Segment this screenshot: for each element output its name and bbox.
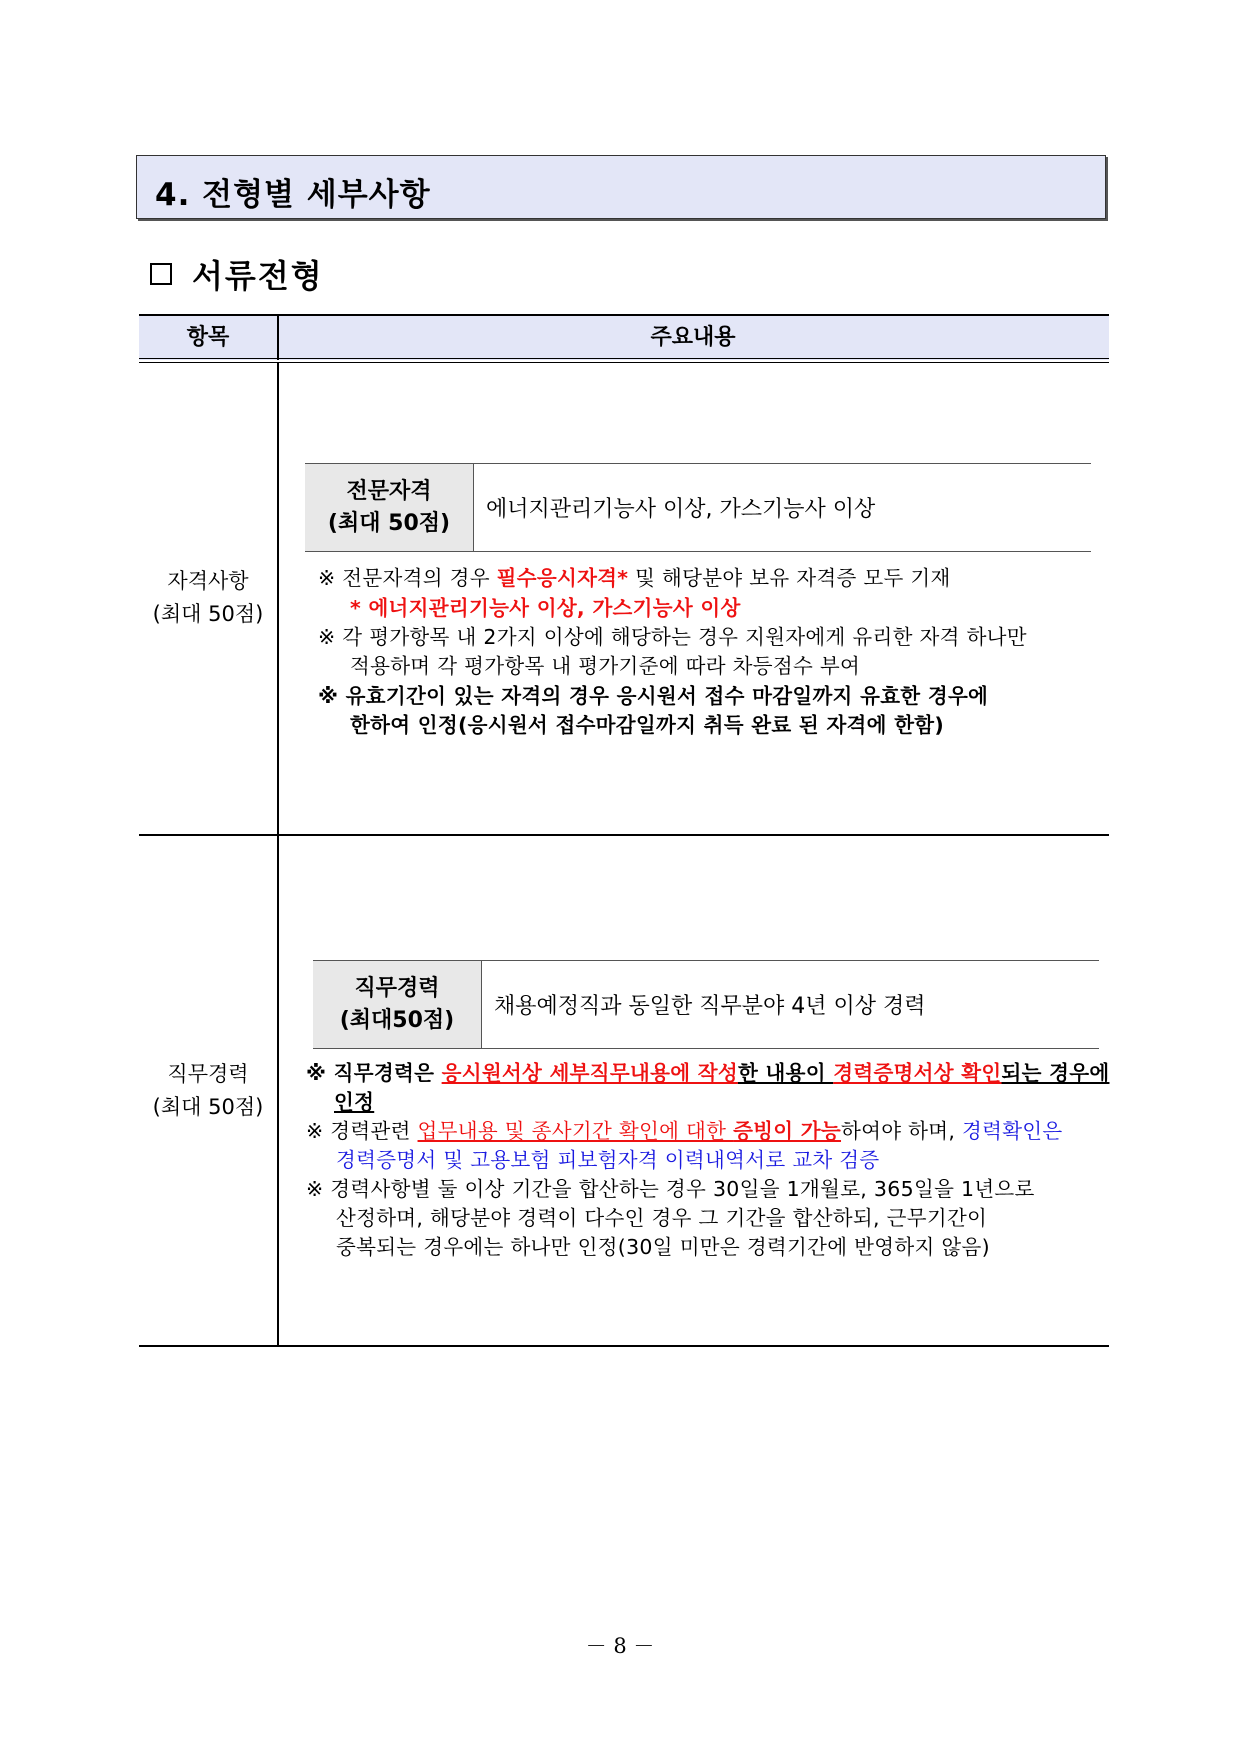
inner-value: 채용예정직과 동일한 직무분야 4년 이상 경력 (494, 994, 926, 1019)
note-line: 산정하며, 해당분야 경력이 다수인 경우 그 기간을 합산하되, 근무기간이 (336, 1206, 988, 1230)
subsection-heading (150, 252, 324, 296)
note-text: ※ 전문자격의 경우 (318, 566, 497, 590)
note-text: 한 내용이 (737, 1061, 834, 1085)
note-text: 및 해당분야 보유 자격증 모두 기재 (628, 566, 951, 590)
note-highlight: 필수응시자격* (496, 566, 629, 590)
category-score: (최대 50점) (152, 602, 264, 626)
note-line (318, 564, 951, 593)
inner-value: 에너지관리기능사 이상, 가스기능사 이상 (486, 497, 876, 522)
category-label: 자격사항 (167, 569, 249, 593)
inner-label (305, 464, 474, 551)
table-bottom-rule (139, 1345, 1109, 1347)
note-line: ※ 경력사항별 둘 이상 기간을 합산하는 경우 30일을 1개월로, 365일을 1년으로 (306, 1177, 1035, 1201)
note-text: 되는 경우에 (1001, 1061, 1110, 1085)
note-text: ※ 직무경력은 (306, 1061, 442, 1085)
note-line: 경력증명서 및 고용보험 피보험자격 이력내역서로 교차 검증 (336, 1148, 880, 1172)
table-header (139, 314, 1109, 360)
row-divider (139, 834, 1109, 836)
header-double-rule (139, 358, 1109, 363)
inner-label-title: 직무경력 (354, 975, 440, 1001)
subsection-title: 서류전형 (192, 257, 324, 295)
header-content: 주요내용 (650, 325, 736, 350)
note-line: 적용하며 각 평가항목 내 평가기준에 따라 차등점수 부여 (350, 654, 861, 678)
category-label: 직무경력 (167, 1062, 249, 1086)
experience-inner-table (313, 960, 1099, 1049)
checkbox-icon (150, 263, 172, 285)
column-divider (277, 363, 279, 1345)
category-experience (139, 1058, 277, 1124)
note-line (306, 1059, 1109, 1088)
note-line: * 에너지관리기능사 이상, 가스기능사 이상 (350, 596, 741, 620)
note-highlight: 증빙이 가능 (733, 1119, 842, 1143)
note-highlight: 경력확인은 (961, 1119, 1063, 1143)
note-text: ※ 경력관련 (306, 1119, 418, 1143)
note-line: 한하여 인정(응시원서 접수마감일까지 취득 완료 된 자격에 한함) (350, 713, 945, 737)
inner-label (313, 961, 482, 1048)
qualification-inner-table (305, 463, 1091, 552)
category-qualification (139, 565, 277, 631)
section-title: 4. 전형별 세부사항 (155, 177, 431, 213)
note-highlight: 업무내용 및 종사기간 확인에 대한 (417, 1119, 734, 1143)
header-divider (277, 314, 279, 360)
note-line (306, 1117, 1063, 1146)
section-title-box (136, 155, 1106, 219)
note-line: 인정 (334, 1090, 375, 1114)
note-line: ※ 유효기간이 있는 자격의 경우 응시원서 접수 마감일까지 유효한 경우에 (318, 684, 989, 708)
note-highlight: 경력증명서상 확인 (833, 1061, 1002, 1085)
note-line: 중복되는 경우에는 하나만 인정(30일 미만은 경력기간에 반영하지 않음) (336, 1235, 990, 1259)
note-text: 하여야 하며, (841, 1119, 962, 1143)
note-line: ※ 각 평가항목 내 2가지 이상에 해당하는 경우 지원자에게 유리한 자격 하나만 (318, 625, 1027, 649)
inner-label-title: 전문자격 (346, 478, 432, 504)
category-score: (최대 50점) (152, 1095, 264, 1119)
page-number: － 8 － (585, 1634, 655, 1658)
inner-label-score: (최대50점) (339, 1007, 455, 1033)
inner-label-score: (최대 50점) (327, 510, 451, 536)
note-highlight: 응시원서상 세부직무내용에 작성 (441, 1061, 738, 1085)
header-item: 항목 (186, 325, 230, 350)
